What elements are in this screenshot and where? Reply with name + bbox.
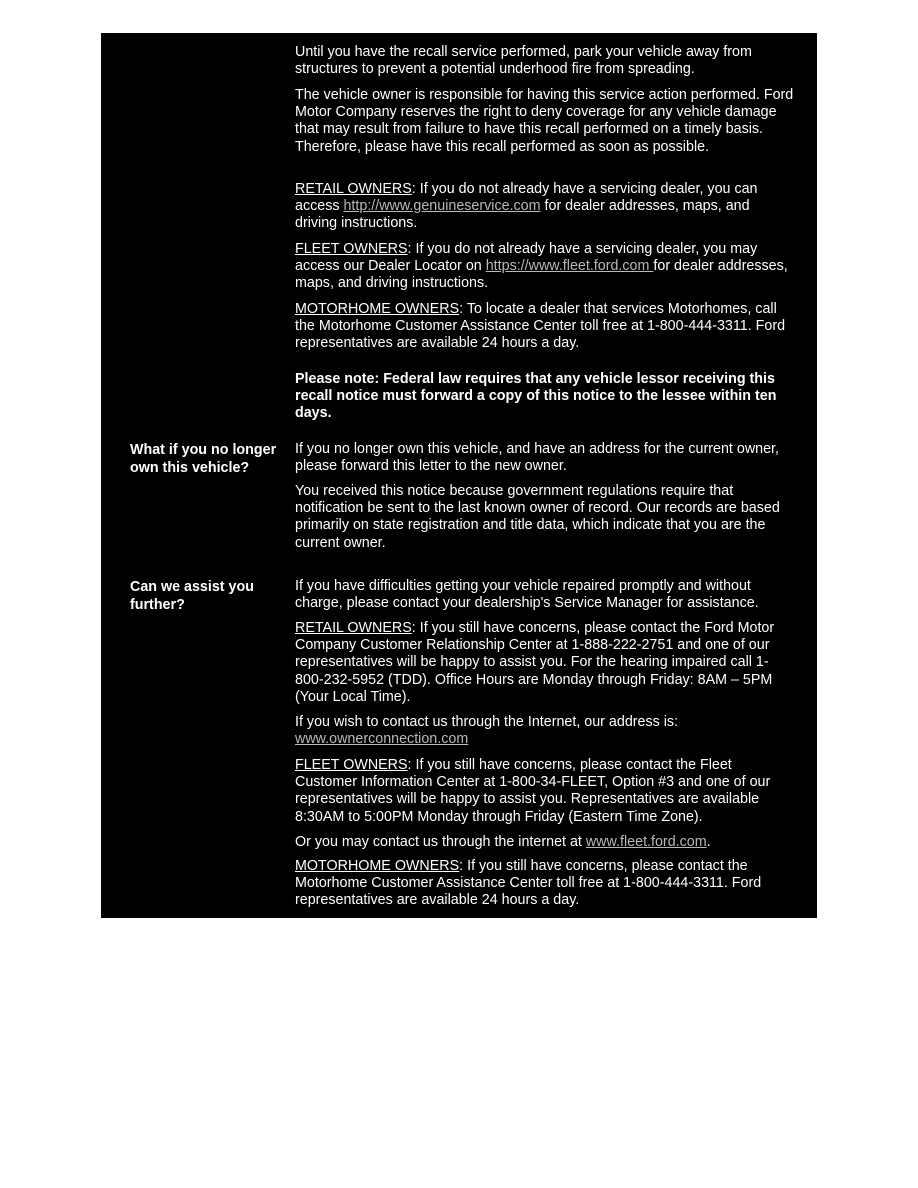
fleet-text-b: for dealer addresses, maps, and driving instructions. bbox=[295, 258, 788, 292]
motorhome-owners-label: MOTORHOME OWNERS bbox=[295, 301, 460, 317]
motorhome-text: : To locate a dealer that services Motorhomes, call the Motorhome Customer Assistance Center toll free at 1-800-444-3311. Ford representatives are available 24 hours a day. bbox=[295, 301, 786, 352]
retail-text-a: : If you do not already have a servicing dealer, you can access bbox=[295, 181, 758, 215]
assist-question: Can we assist you further? bbox=[130, 579, 254, 613]
fleet-text-a: : If you do not already have a servicing dealer, you may access our Dealer Locator on bbox=[295, 241, 758, 275]
retail-owners-label-2: RETAIL OWNERS bbox=[295, 620, 412, 636]
retail-owners-label: RETAIL OWNERS bbox=[295, 181, 412, 197]
fleet-concerns-text: : If you still have concerns, please contact the Fleet Customer Information Center at 1-800-34-FLEET, Option #3 and one of our representatives will be happy to assist you. Representatives are available 8:30AM to 5:00PM Monday through Friday (Eastern Time Zone). bbox=[295, 757, 771, 825]
retail-concerns-text: : If you still have concerns, please contact the Ford Motor Company Customer Relationship Center at 1-888-222-2751 and one of our representatives will be happy to assist you. For the hearing impaired call 1-800-232-5952 (TDD). Office Hours are Monday through Friday: 8AM – 5PM (Your Local Time). bbox=[295, 620, 775, 705]
fleet-dealer-paragraph bbox=[295, 241, 795, 293]
internet-paragraph bbox=[295, 714, 795, 748]
fleet-owners-label-2: FLEET OWNERS bbox=[295, 757, 408, 773]
ownerconnection-link[interactable]: www.ownerconnection.com bbox=[295, 731, 469, 748]
retail-text-b: for dealer addresses, maps, and driving instructions. bbox=[295, 198, 750, 232]
motorhome-dealer-paragraph bbox=[295, 301, 795, 353]
assist-intro-paragraph: If you have difficulties getting your vehicle repaired promptly and without charge, please contact your dealership's Service Manager for assistance. bbox=[295, 578, 759, 612]
motorhome-owners-label-2: MOTORHOME OWNERS bbox=[295, 858, 460, 874]
fleet-internet-text: Or you may contact us through the internet at bbox=[295, 834, 586, 850]
recall-notice-panel bbox=[101, 33, 817, 918]
park-away-paragraph: Until you have the recall service performed, park your vehicle away from structures to prevent a potential underhood fire from spreading. bbox=[295, 44, 752, 78]
fleet-internet-text-b: . bbox=[706, 834, 711, 850]
motorhome-concerns-text: : If you still have concerns, please contact the Motorhome Customer Assistance Center toll free at 1-800-444-3311. Ford representatives are available 24 hours a day. bbox=[295, 858, 762, 909]
genuineservice-link[interactable]: http://www.genuineservice.com bbox=[343, 198, 541, 215]
retail-concerns-paragraph bbox=[295, 620, 795, 706]
lessor-note: Please note: Federal law requires that any vehicle lessor receiving this recall notice must forward a copy of this notice to the lessee within ten days. bbox=[295, 371, 777, 422]
retail-dealer-paragraph bbox=[295, 181, 795, 233]
internet-text: If you wish to contact us through the Internet, our address is: bbox=[295, 714, 679, 730]
fleet-owners-label: FLEET OWNERS bbox=[295, 241, 408, 257]
fleet-internet-paragraph bbox=[295, 834, 795, 851]
owner-responsibility-paragraph: The vehicle owner is responsible for having this service action performed. Ford Motor Company reserves the right to deny coverage for any vehicle damage that may result from failure to have this recall performed on a timely basis. Therefore, please have this recall performed as soon as possible. bbox=[295, 87, 794, 155]
no-longer-own-question: What if you no longer own this vehicle? bbox=[130, 442, 277, 476]
fleet-concerns-paragraph bbox=[295, 757, 795, 826]
motorhome-concerns-paragraph bbox=[295, 858, 795, 910]
records-paragraph: You received this notice because government regulations require that notification be sent to the last known owner of record. Our records are based primarily on state registration and title data, which indicate that you are the current owner. bbox=[295, 483, 780, 551]
forward-letter-paragraph: If you no longer own this vehicle, and have an address for the current owner, please forward this letter to the new owner. bbox=[295, 441, 779, 475]
fleet-ford-link[interactable]: https://www.fleet.ford.com bbox=[485, 258, 654, 275]
fleet-ford-link-2[interactable]: www.fleet.ford.com bbox=[585, 834, 707, 850]
